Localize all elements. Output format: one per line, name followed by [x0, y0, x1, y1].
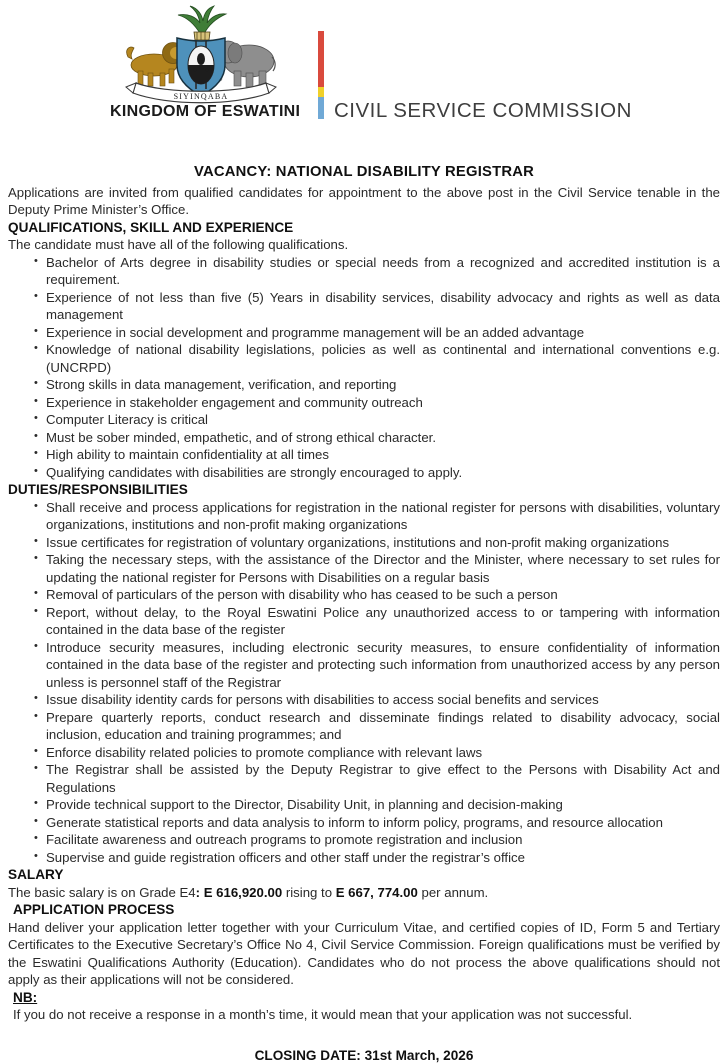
- shield-icon: [177, 38, 225, 96]
- duty-item: • Supervise and guide registration officers and other staff under the registrar’s office: [34, 849, 720, 867]
- qualification-item: • Computer Literacy is critical: [34, 411, 720, 429]
- duty-item: • Report, without delay, to the Royal Eswatini Police any unauthorized access to or tampering with information contained in the data base of the register: [34, 604, 720, 639]
- salary-heading: SALARY: [8, 866, 720, 884]
- application-heading: APPLICATION PROCESS: [8, 901, 720, 919]
- qualification-item: • Experience in stakeholder engagement and community outreach: [34, 394, 720, 412]
- letterhead: [0, 0, 728, 142]
- document-body: [8, 164, 720, 1064]
- qualification-item: • High ability to maintain confidentiality at all times: [34, 446, 720, 464]
- duty-item: • The Registrar shall be assisted by the Deputy Registrar to give effect to the Persons with Disability Act and Regulations: [34, 761, 720, 796]
- duty-item: • Enforce disability related policies to promote compliance with relevant laws: [34, 744, 720, 762]
- duty-item: • Issue certificates for registration of voluntary organizations, institutions and non-profit making organizations: [34, 534, 720, 552]
- duty-item: • Shall receive and process applications for registration in the national register for persons with disabilities, voluntary organizations, institutions and non-profit making organizations: [34, 499, 720, 534]
- motto-text: SIYINQABA: [174, 92, 229, 101]
- qualification-item: • Experience of not less than five (5) Years in disability services, disability advocacy and rights as well as data management: [34, 289, 720, 324]
- qualification-item: • Experience in social development and programme management will be an added advantage: [34, 324, 720, 342]
- application-paragraph: Hand deliver your application letter together with your Curriculum Vitae, and certified copies of ID, Form 5 and Tertiary Certificates to the Executive Secretary’s Office No 4, Civil Service Commission. Foreign qualifications must be verified by the Eswatini Qualifications Authority (Education). Candidates who do not process the above qualifications should not apply as their applications will not be considered.: [8, 919, 720, 989]
- duty-item: • Prepare quarterly reports, conduct research and disseminate findings related to disability advocacy, social inclusion, education and training programmes; and: [34, 709, 720, 744]
- flag-divider: [318, 31, 324, 119]
- lion-icon: [127, 43, 184, 87]
- qualification-item: • Knowledge of national disability legislations, policies as well as continental and international conventions e.g. (UNCRPD): [34, 341, 720, 376]
- salary-prefix: The basic salary is on Grade E4: [8, 885, 196, 900]
- plume-icon: [178, 6, 226, 40]
- intro-paragraph: Applications are invited from qualified candidates for appointment to the above post in the Civil Service tenable in the Deputy Prime Minister’s Office.: [8, 184, 720, 219]
- nb-paragraph: If you do not receive a response in a month’s time, it would mean that your application was not successful.: [8, 1006, 720, 1024]
- salary-middle: rising to: [282, 885, 336, 900]
- flag-blue-segment: [318, 97, 324, 119]
- duty-item: • Introduce security measures, including electronic security measures, to ensure confidentiality of information contained in the data base of the register and protecting such information from unauthorized access by any person unless is personnel staff of the Registrar: [34, 639, 720, 692]
- duty-item: • Facilitate awareness and outreach programs to promote registration and inclusion: [34, 831, 720, 849]
- qualification-item: • Qualifying candidates with disabilities are strongly encouraged to apply.: [34, 464, 720, 482]
- nb-label: NB:: [13, 990, 37, 1005]
- closing-date: CLOSING DATE: 31st March, 2026: [8, 1047, 720, 1064]
- qualification-item: • Bachelor of Arts degree in disability studies or special needs from a recognized and accredited institution is a requirement.: [34, 254, 720, 289]
- duty-item: • Issue disability identity cards for persons with disabilities to access social benefits and services: [34, 691, 720, 709]
- org-name: CIVIL SERVICE COMMISSION: [334, 99, 632, 123]
- duty-item: • Generate statistical reports and data analysis to inform to inform policy, programs, and resource allocation: [34, 814, 720, 832]
- salary-suffix: per annum.: [418, 885, 488, 900]
- nb-heading: [8, 989, 720, 1007]
- qualifications-lead: The candidate must have all of the following qualifications.: [8, 236, 720, 254]
- salary-amount-start: : E 616,920.00: [196, 885, 283, 900]
- flag-yellow-segment: [318, 87, 324, 97]
- duties-heading: DUTIES/RESPONSIBILITIES: [8, 481, 720, 499]
- eswatini-coat-of-arms-icon: [116, 5, 286, 107]
- kingdom-caption: KINGDOM OF ESWATINI: [110, 103, 300, 121]
- salary-amount-end: E 667, 774.00: [336, 885, 418, 900]
- qualifications-list: [8, 254, 720, 482]
- vacancy-title: VACANCY: NATIONAL DISABILITY REGISTRAR: [8, 164, 720, 182]
- flag-red-segment: [318, 31, 324, 87]
- qualification-item: • Strong skills in data management, verification, and reporting: [34, 376, 720, 394]
- duty-item: • Removal of particulars of the person with disability who has ceased to be such a person: [34, 586, 720, 604]
- salary-paragraph: [8, 884, 720, 902]
- qualifications-heading: QUALIFICATIONS, SKILL AND EXPERIENCE: [8, 219, 720, 237]
- duties-list: [8, 499, 720, 867]
- duty-item: • Provide technical support to the Director, Disability Unit, in planning and decision-making: [34, 796, 720, 814]
- qualification-item: • Must be sober minded, empathetic, and of strong ethical character.: [34, 429, 720, 447]
- duty-item: • Taking the necessary steps, with the assistance of the Director and the Minister, where necessary to set rules for updating the national register for Persons with Disabilities on a regular basis: [34, 551, 720, 586]
